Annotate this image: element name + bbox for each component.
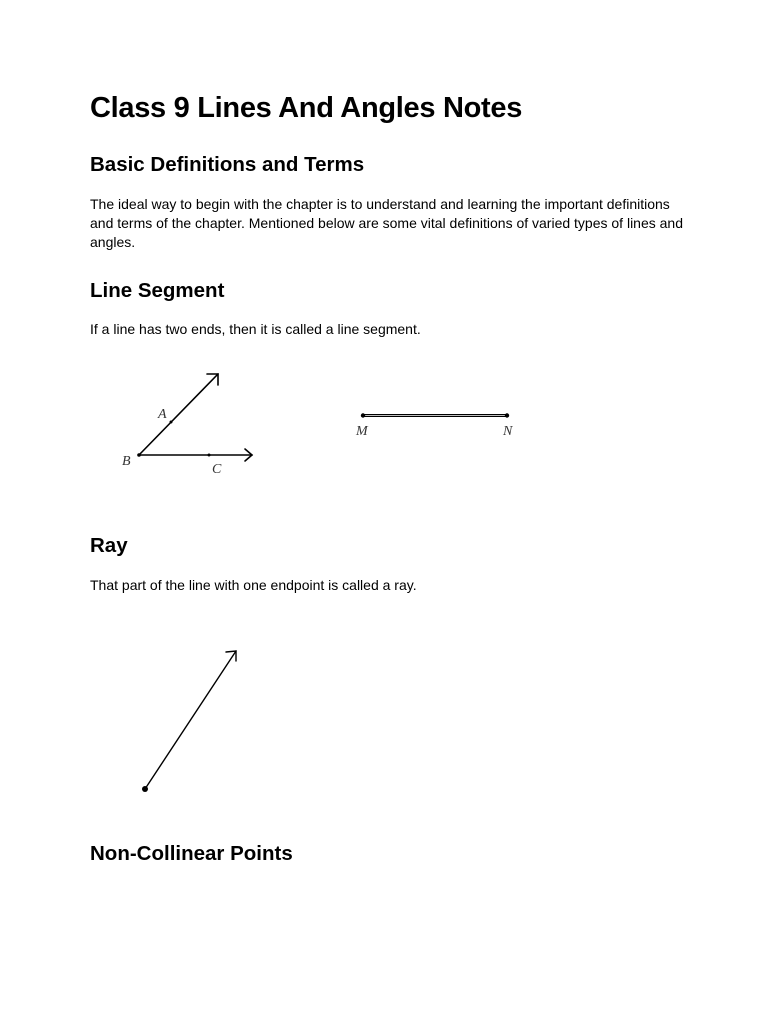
ray-ba-line [139,374,218,455]
paragraph-line-segment: If a line has two ends, then it is called a line segment. [90,321,421,337]
label-n: N [503,424,513,439]
heading-ray: Ray [90,534,128,557]
point-a [170,421,173,424]
angle-abc-figure [110,360,270,480]
page-title: Class 9 Lines And Angles Notes [90,92,523,124]
ray-line [145,651,236,789]
paragraph-ray: That part of the line with one endpoint is called a ray. [90,577,417,593]
heading-line-segment: Line Segment [90,279,225,302]
label-b: B [122,454,131,469]
label-m: M [356,424,368,439]
ray-figure [130,640,250,800]
paragraph-line: angles. [90,234,136,250]
label-c: C [212,462,222,477]
paragraph-line: The ideal way to begin with the chapter is to understand and learning the important definitions [90,196,670,212]
segment-mn-figure [350,400,530,445]
point-n [505,413,509,417]
paragraph-line: and terms of the chapter. Mentioned below are some vital definitions of varied types of lines and [90,215,684,231]
point-b [137,453,141,457]
heading-non-collinear-points: Non-Collinear Points [90,842,293,865]
point-c [208,454,211,457]
heading-basic-definitions: Basic Definitions and Terms [90,153,365,176]
paragraph-basic-definitions [90,195,690,252]
label-a: A [158,407,167,422]
ray-endpoint [142,786,148,792]
point-m [361,413,365,417]
